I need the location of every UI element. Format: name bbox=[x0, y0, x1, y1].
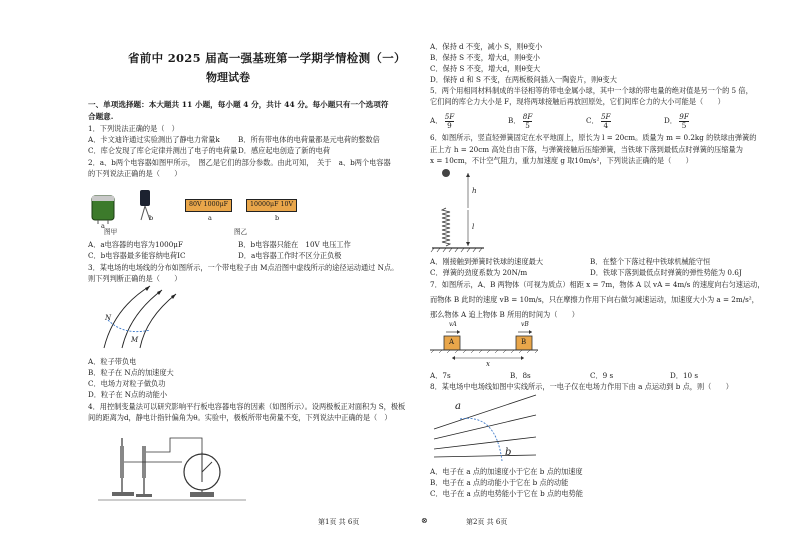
q3-option-b: B．粒子在 N点的加速度大 bbox=[88, 368, 174, 377]
q3-option-d: D．粒子在 N点的动能小 bbox=[88, 390, 168, 399]
q1-option-b: B．所有带电体的电荷量都是元电荷的整数倍 bbox=[238, 135, 380, 144]
q3-point-m-label: M bbox=[131, 336, 139, 344]
q6-option-b: B．在整个下落过程中铁球机械能守恒 bbox=[590, 257, 711, 266]
q2-stem-line2: 的下列说法正确的是（ ） bbox=[88, 169, 182, 178]
right-column bbox=[430, 0, 765, 520]
q1-option-d: D．感应起电创造了新的电荷 bbox=[238, 146, 331, 155]
q5-option-b-prefix: B． bbox=[508, 116, 521, 126]
q7-option-c: C．9 s bbox=[590, 371, 614, 380]
q2-figure-caption-1: 图甲 bbox=[104, 228, 118, 236]
q5-options bbox=[430, 107, 750, 131]
q7-block-a-label: A bbox=[449, 338, 455, 346]
footer-page-right: 第2页 共 6页 bbox=[466, 518, 508, 526]
q5-stem-line1: 5．两个用相同材料制成的半径相等的带电金属小球，其中一个球的带电量的绝对值是另一个的 5 倍， bbox=[430, 86, 753, 95]
q6-stem-line2: 正上方 h = 20cm 高处自由下落，与弹簧接触后压缩弹簧，当铁球下落到最低点时弹簧的压缩量为 bbox=[430, 145, 743, 154]
section-heading-line2: 合题意. bbox=[88, 111, 114, 121]
exam-title: 省前中 2025 届高一强基班第一学期学情检测（一） bbox=[128, 51, 406, 65]
q5-option-b-denominator: 5 bbox=[525, 120, 530, 130]
q5-option-c-fraction bbox=[601, 113, 611, 129]
electroscope-apparatus-figure bbox=[98, 428, 248, 506]
q7-distance-x-label: x bbox=[486, 360, 490, 368]
q6-option-c: C．弹簧的劲度系数为 20N/m bbox=[430, 268, 528, 277]
q7-stem-line2: 而物体 B 此时的速度 vB = 10m/s，只在摩擦力作用下向右做匀减速运动，加速度大小为 a = 2m/s²， bbox=[430, 295, 759, 304]
q2-option-c: C．b电容器最多能容纳电荷IC bbox=[88, 251, 186, 260]
q5-option-d-numerator: 9F bbox=[679, 112, 689, 121]
q5-option-a bbox=[430, 113, 454, 129]
q2-option-a: A．a电容器的电容为1000μF bbox=[88, 240, 183, 249]
q8-stem: 8．某电场中电场线如图中实线所示，一电子仅在电场力作用下由 a 点运动到 b 点，则（ ） bbox=[430, 382, 733, 391]
q5-option-b-numerator: 8F bbox=[522, 112, 533, 121]
q8-option-c: C．电子在 a 点的电势能小于它在 b 点的电势能 bbox=[430, 489, 583, 498]
section-heading bbox=[88, 99, 388, 123]
q7-velocity-a-label: vA bbox=[449, 321, 457, 328]
q4-stem-line1: 4．用控制变量法可以研究影响平行板电容器电容的因素（如图所示）。设两极板正对面积为 S，极板 bbox=[88, 402, 406, 411]
q8-point-a-label: a bbox=[455, 401, 461, 412]
q5-option-d bbox=[664, 113, 689, 129]
q2-photo-label-b: b bbox=[149, 214, 154, 222]
electric-field-lines-figure bbox=[100, 284, 180, 350]
q1-option-c: C．库仑发现了库仑定律并测出了电子的电荷量 bbox=[88, 146, 238, 155]
q4-option-d: D．保持 d 和 S 不变，在两板极间插入一陶瓷片，则θ变大 bbox=[430, 75, 617, 84]
q5-option-c bbox=[586, 113, 611, 129]
q6-length-l-label: l bbox=[472, 222, 475, 231]
capacitor-a-spec-label: 80V 1000μF bbox=[185, 199, 232, 212]
q4-option-a: A．保持 d 不变，减小 S，则θ变小 bbox=[430, 42, 543, 51]
spring bbox=[442, 208, 450, 246]
q2-option-d: D．a电容器工作时不区分正负极 bbox=[238, 251, 342, 260]
q3-option-c: C．电场力对粒子做负功 bbox=[88, 379, 166, 388]
capacitor-a-image bbox=[92, 196, 114, 224]
q7-option-d: D．10 s bbox=[670, 371, 699, 380]
q1-option-a: A．卡文迪许通过实验测出了静电力常量k bbox=[88, 135, 220, 144]
q6-stem-line3: x = 10cm，不计空气阻力，重力加速度 g 取10m/s²，下列说法正确的是（ ） bbox=[430, 156, 693, 165]
q3-stem-line1: 3．某电场的电场线的分布如图所示，一个带电粒子由 M点沿图中虚线所示的途径运动通过 N点。 bbox=[88, 263, 399, 272]
electrometer bbox=[184, 452, 220, 497]
q5-option-c-denominator: 4 bbox=[603, 120, 609, 130]
q1-stem: 1．下列说法正确的是（ ） bbox=[88, 124, 179, 133]
q7-stem-line3: 那么物体 A 追上物体 B 所用的时间为（ ） bbox=[430, 310, 579, 319]
q2-figure-caption-2: 图乙 bbox=[234, 228, 248, 236]
binding-hole-icon: ⊗ bbox=[421, 516, 428, 525]
q3-option-a: A．粒子带负电 bbox=[88, 357, 137, 366]
q5-option-a-numerator: 5F bbox=[444, 112, 455, 121]
exam-subtitle: 物理试卷 bbox=[206, 71, 250, 84]
q5-option-a-denominator: 9 bbox=[447, 120, 452, 130]
right-plate-stand bbox=[136, 446, 152, 497]
electric-field-curve-figure bbox=[430, 393, 540, 467]
q5-option-b-fraction bbox=[523, 113, 533, 129]
q7-velocity-b-label: vB bbox=[521, 321, 529, 328]
q5-option-c-numerator: 5F bbox=[600, 112, 611, 121]
q6-stem-line1: 6．如图所示，竖直轻弹簧固定在水平地面上，原长为 l = 20cm。质量为 m = 0.2kg 的铁球由弹簧的 bbox=[430, 133, 757, 142]
q2-option-b: B．b电容器只能在 10V 电压工作 bbox=[238, 240, 351, 249]
q7-block-b-label: B bbox=[521, 338, 527, 346]
q8-option-b: B．电子在 a 点的动能小于它在 b 点的动能 bbox=[430, 478, 569, 487]
q7-stem-line1: 7．如图所示，A、B 两物体（可视为质点）相距 x = 7m，物体 A 以 vA = 4m/s 的速度向右匀速运动， bbox=[430, 280, 765, 289]
q5-option-d-fraction bbox=[679, 113, 689, 129]
q5-option-c-prefix: C． bbox=[586, 116, 599, 126]
q4-option-b: B．保持 S 不变，增大d，则θ变小 bbox=[430, 53, 540, 62]
q2-spec-label-a: a bbox=[208, 214, 212, 222]
left-column bbox=[88, 0, 406, 520]
footer-page-left: 第1页 共 6页 bbox=[318, 518, 360, 526]
q4-option-c: C．保持 S 不变，增大d，则θ变大 bbox=[430, 64, 541, 73]
q3-point-n-label: N bbox=[105, 314, 112, 322]
q5-option-d-prefix: D． bbox=[664, 116, 677, 126]
q2-stem-line1: 2．a、b两个电容器如图甲所示， 图乙是它们的部分参数。由此可知， 关于 a、b两个电容器 bbox=[88, 158, 391, 167]
iron-ball bbox=[442, 169, 450, 177]
q6-height-h-label: h bbox=[472, 186, 477, 195]
capacitor-b-spec-label: 10000μF 10V bbox=[246, 199, 297, 212]
spring-ball-figure bbox=[430, 166, 490, 254]
q7-option-b: B．8s bbox=[510, 371, 531, 380]
q5-stem-line2: 它们间的库仑力大小是 F，现将两球接触后再放回原处，它们间库仑力的大小可能是（ ） bbox=[430, 97, 725, 106]
q8-option-a: A．电子在 a 点的加速度小于它在 b 点的加速度 bbox=[430, 467, 583, 476]
q6-option-a: A．刚接触到弹簧时铁球的速度最大 bbox=[430, 257, 544, 266]
q2-photo-label-a: a bbox=[101, 222, 105, 230]
q7-option-a: A．7s bbox=[430, 371, 451, 380]
q5-option-a-prefix: A． bbox=[430, 116, 443, 126]
q4-stem-line2: 间的距离为d，静电计指针偏角为θ。实验中，极板所带电荷量不变，下列说法中正确的是（ ） bbox=[88, 413, 392, 422]
q5-option-b bbox=[508, 113, 532, 129]
q6-option-d: D．铁球下落到最低点时弹簧的弹性势能为 0.6J bbox=[590, 268, 742, 277]
left-plate-stand bbox=[112, 438, 134, 496]
q8-point-b-label: b bbox=[505, 447, 512, 458]
q5-option-d-denominator: 5 bbox=[681, 120, 687, 130]
q5-option-a-fraction bbox=[445, 113, 455, 129]
q2-spec-label-b: b bbox=[275, 214, 280, 222]
section-heading-line1: 一、单项选择题：本大题共 11 小题，每小题 4 分，共计 44 分。每小题只有一个选项符 bbox=[88, 100, 389, 109]
q3-stem-line2: 则下列判断正确的是（ ） bbox=[88, 274, 182, 283]
